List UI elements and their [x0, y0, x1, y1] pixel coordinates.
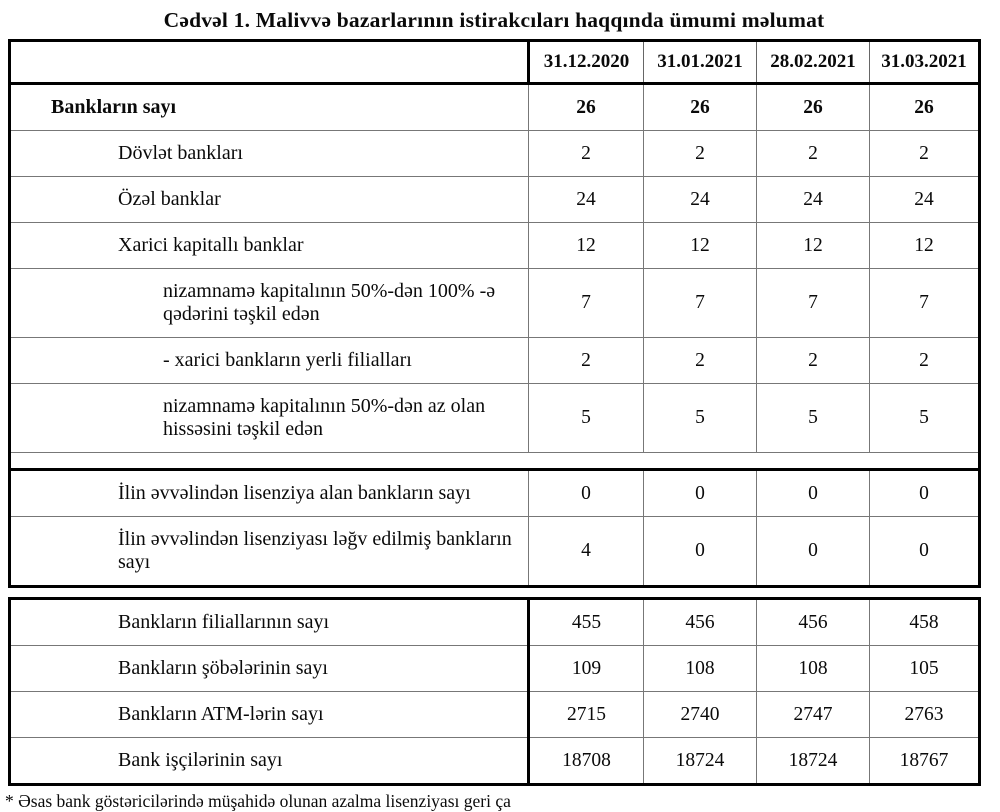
row-label: Bankların şöbələrinin sayı [10, 646, 529, 692]
cell-value: 2 [870, 338, 980, 384]
header-date-3: 28.02.2021 [757, 41, 870, 84]
cell-value: 0 [870, 470, 980, 517]
table-body-lower [10, 599, 980, 785]
cell-value: 12 [529, 223, 644, 269]
cell-value: 109 [529, 646, 644, 692]
cell-value: 2 [529, 131, 644, 177]
footnote: * Əsas bank göstəricilərində müşahidə olunan azalma lisenziyası geri ça [5, 791, 511, 811]
cell-value: 0 [644, 470, 757, 517]
cell-value: 2 [644, 131, 757, 177]
cell-value: 5 [757, 384, 870, 453]
row-label: Bank işçilərinin sayı [10, 738, 529, 785]
cell-value: 0 [529, 470, 644, 517]
cell-value: 0 [757, 470, 870, 517]
cell-value: 4 [529, 517, 644, 587]
cell-value: 2763 [870, 692, 980, 738]
banks-table-lower [8, 597, 981, 786]
table-row [10, 646, 980, 692]
row-label: Bankların filiallarının sayı [10, 599, 529, 646]
table-body-upper [10, 84, 980, 587]
header-empty-cell [10, 41, 529, 84]
cell-value: 18708 [529, 738, 644, 785]
row-label: Xarici kapitallı banklar [10, 223, 529, 269]
cell-value: 18724 [644, 738, 757, 785]
table-row [10, 338, 980, 384]
cell-value: 2740 [644, 692, 757, 738]
row-label: nizamnamə kapitalının 50%-dən az olan hissəsini təşkil edən [10, 384, 529, 453]
row-label: İlin əvvəlindən lisenziya alan bankların sayı [10, 470, 529, 517]
table-row [10, 692, 980, 738]
cell-value: 12 [757, 223, 870, 269]
row-label: İlin əvvəlindən lisenziyası ləğv edilmiş bankların sayı [10, 517, 529, 587]
table-row [10, 738, 980, 785]
cell-value: 2 [644, 338, 757, 384]
cell-value: 24 [757, 177, 870, 223]
row-label: Bankların sayı [10, 84, 529, 131]
cell-value: 7 [870, 269, 980, 338]
cell-value: 5 [644, 384, 757, 453]
cell-value: 24 [644, 177, 757, 223]
section-gap [0, 588, 1000, 597]
header-date-4: 31.03.2021 [870, 41, 980, 84]
spacer-row [10, 453, 980, 470]
cell-value: 26 [870, 84, 980, 131]
table-row [10, 517, 980, 587]
cell-value: 24 [529, 177, 644, 223]
cell-value: 2 [870, 131, 980, 177]
header-date-2: 31.01.2021 [644, 41, 757, 84]
table-row [10, 269, 980, 338]
cell-value: 24 [870, 177, 980, 223]
table-row [10, 470, 980, 517]
row-label: nizamnamə kapitalının 50%-dən 100% -ə qədərini təşkil edən [10, 269, 529, 338]
cell-value: 7 [529, 269, 644, 338]
cell-value: 105 [870, 646, 980, 692]
cell-value: 18767 [870, 738, 980, 785]
cell-value: 26 [529, 84, 644, 131]
cell-value: 26 [644, 84, 757, 131]
table-row [10, 223, 980, 269]
cell-value: 18724 [757, 738, 870, 785]
cell-value: 5 [870, 384, 980, 453]
cell-value: 2747 [757, 692, 870, 738]
cell-value: 456 [644, 599, 757, 646]
cell-value: 0 [644, 517, 757, 587]
row-label: Özəl banklar [10, 177, 529, 223]
spacer-cell [10, 453, 980, 470]
cell-value: 108 [757, 646, 870, 692]
cell-value: 0 [870, 517, 980, 587]
cell-value: 2 [757, 338, 870, 384]
cell-value: 12 [870, 223, 980, 269]
cell-value: 2 [529, 338, 644, 384]
cell-value: 455 [529, 599, 644, 646]
row-label: - xarici bankların yerli filialları [10, 338, 529, 384]
cell-value: 108 [644, 646, 757, 692]
header-row [10, 41, 980, 84]
cell-value: 2 [757, 131, 870, 177]
cell-value: 26 [757, 84, 870, 131]
cell-value: 7 [757, 269, 870, 338]
table-title: Cədvəl 1. Malivvə bazarlarının istirakcıları haqqında ümumi məlumat [163, 8, 825, 32]
document-page [0, 6, 1000, 811]
table-row [10, 177, 980, 223]
table-row [10, 384, 980, 453]
cell-value: 2715 [529, 692, 644, 738]
table-row [10, 599, 980, 646]
cell-value: 0 [757, 517, 870, 587]
table-row [10, 84, 980, 131]
row-label: Dövlət bankları [10, 131, 529, 177]
cell-value: 5 [529, 384, 644, 453]
header-date-1: 31.12.2020 [529, 41, 644, 84]
cell-value: 7 [644, 269, 757, 338]
cell-value: 12 [644, 223, 757, 269]
cell-value: 458 [870, 599, 980, 646]
row-label: Bankların ATM-lərin sayı [10, 692, 529, 738]
cell-value: 456 [757, 599, 870, 646]
table-row [10, 131, 980, 177]
banks-table-upper [8, 39, 981, 588]
